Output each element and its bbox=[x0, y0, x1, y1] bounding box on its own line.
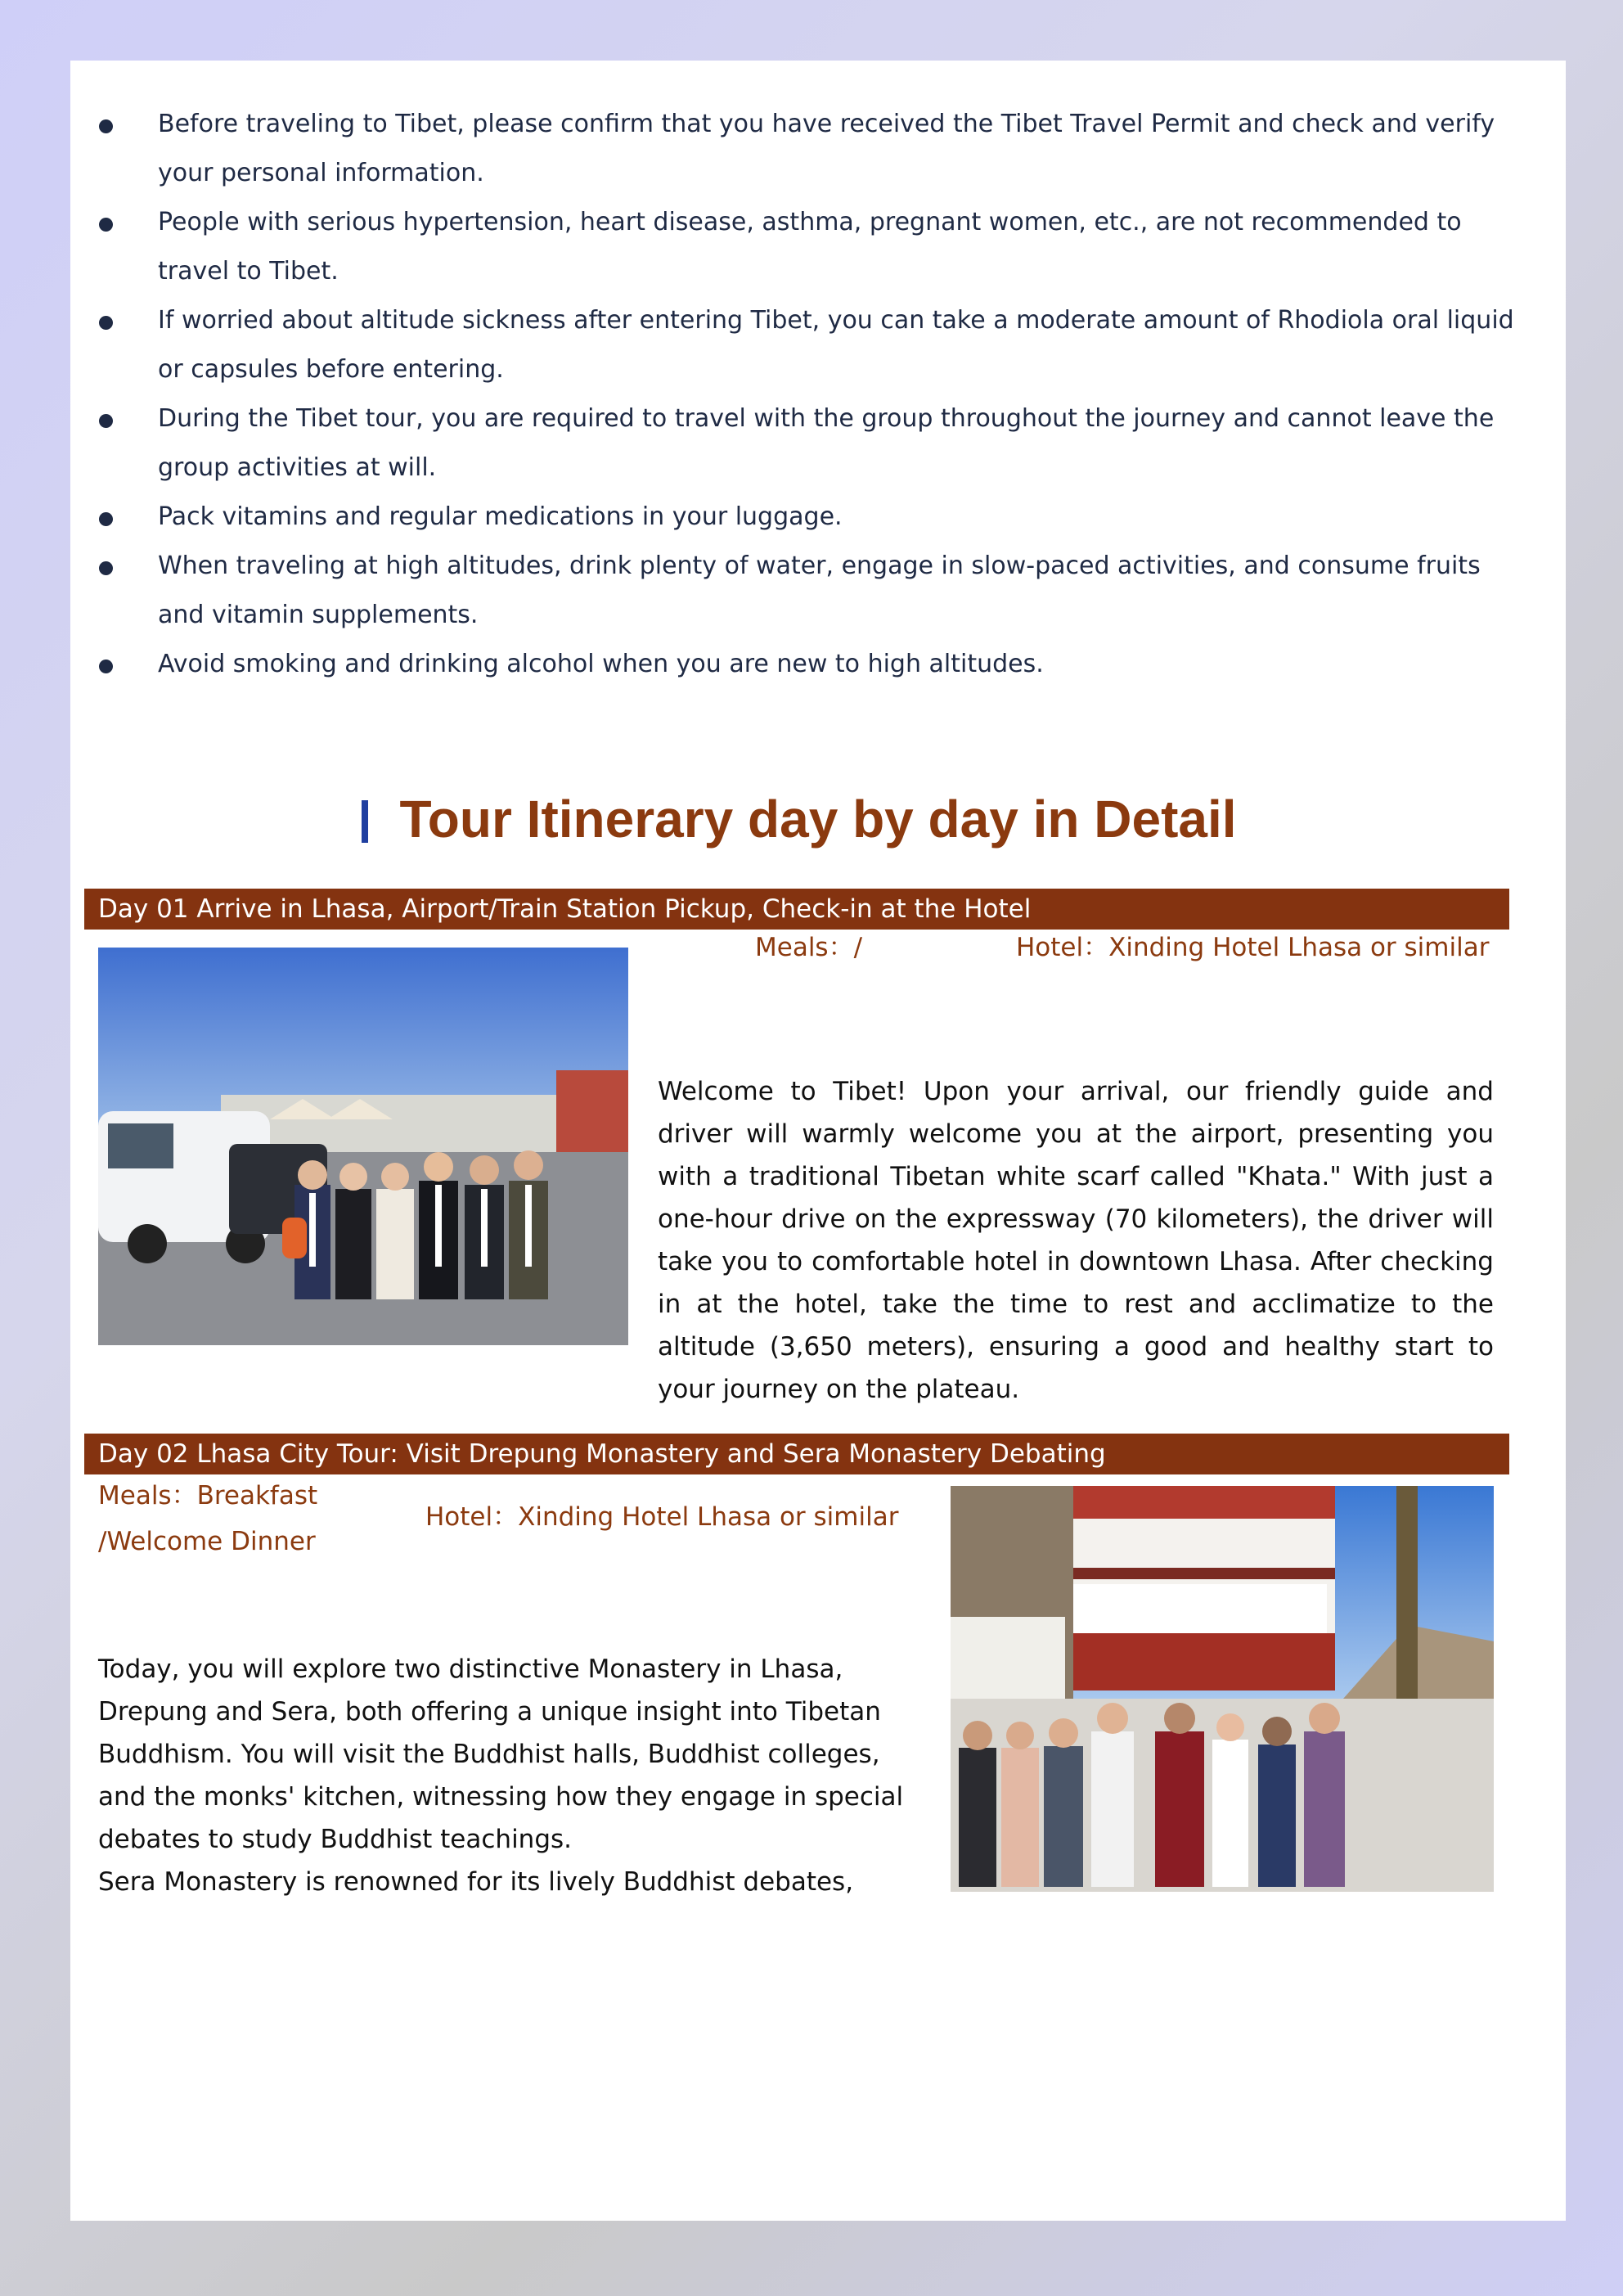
day-01-heading: Day 01 Arrive in Lhasa, Airport/Train Station Pickup, Check-in at the Hotel bbox=[84, 889, 1509, 930]
day-02-hotel: Hotel：Xinding Hotel Lhasa or similar bbox=[425, 1502, 899, 1532]
list-item: People with serious hypertension, heart disease, asthma, pregnant women, etc., are not recommended to travel to Tibet. bbox=[70, 198, 1566, 296]
list-item: Pack vitamins and regular medications in your luggage. bbox=[70, 493, 1566, 542]
monastery-group-photo bbox=[951, 1486, 1494, 1892]
day-02-photo bbox=[951, 1486, 1494, 1892]
bullet-icon bbox=[99, 512, 113, 526]
bullet-icon bbox=[99, 660, 113, 673]
airport-group-photo bbox=[98, 948, 628, 1345]
day-01-photo bbox=[98, 948, 628, 1345]
bullet-icon bbox=[99, 119, 113, 133]
list-item: Avoid smoking and drinking alcohol when you are new to high altitudes. bbox=[70, 640, 1566, 689]
day-01-hotel: Hotel：Xinding Hotel Lhasa or similar bbox=[1016, 933, 1490, 962]
day-02-description-continued: Sera Monastery is renowned for its lively Buddhist debates, bbox=[98, 1867, 854, 1897]
day-01-meals: Meals：/ bbox=[755, 933, 863, 962]
travel-notes-list bbox=[70, 100, 1566, 689]
day-01-description: Welcome to Tibet! Upon your arrival, our friendly guide and driver will warmly welcome you at the airport, presenting you with a traditional Tibetan white scarf called "Khata." With just a one-hour drive on the expressway (70 kilometers), the driver will take you to comfortable hotel in downtown Lhasa. After checking in at the hotel, take the time to rest and acclimatize to the altitude (3,650 meters), ensuring a good and healthy start to your journey on the plateau. bbox=[658, 1077, 1494, 1404]
list-item: During the Tibet tour, you are required to travel with the group throughout the journey and cannot leave the group activities at will. bbox=[70, 394, 1566, 493]
section-title: Tour Itinerary day by day in Detail bbox=[399, 790, 1237, 849]
document-page bbox=[70, 61, 1566, 2221]
day-02-description: Today, you will explore two distinctive Monastery in Lhasa, Drepung and Sera, both offering a unique insight into Tibetan Buddhism. You will visit the Buddhist halls, Buddhist colleges, and the monks' kitchen, witnessing how they engage in special debates to study Buddhist teachings. bbox=[98, 1654, 904, 1854]
bullet-icon bbox=[99, 218, 113, 232]
day-02-meals-line1: Meals：Breakfast bbox=[98, 1481, 318, 1510]
day-02-heading: Day 02 Lhasa City Tour: Visit Drepung Monastery and Sera Monastery Debating bbox=[84, 1434, 1509, 1474]
list-item: Before traveling to Tibet, please confirm that you have received the Tibet Travel Permit and check and verify your personal information. bbox=[70, 100, 1566, 198]
day-02-meals-line2: /Welcome Dinner bbox=[98, 1527, 316, 1556]
bullet-icon bbox=[99, 414, 113, 428]
list-item: When traveling at high altitudes, drink plenty of water, engage in slow-paced activities, and consume fruits and vitamin supplements. bbox=[70, 542, 1566, 640]
bullet-icon bbox=[99, 561, 113, 575]
bullet-icon bbox=[99, 316, 113, 330]
list-item: If worried about altitude sickness after entering Tibet, you can take a moderate amount of Rhodiola oral liquid or capsules before entering. bbox=[70, 296, 1566, 394]
